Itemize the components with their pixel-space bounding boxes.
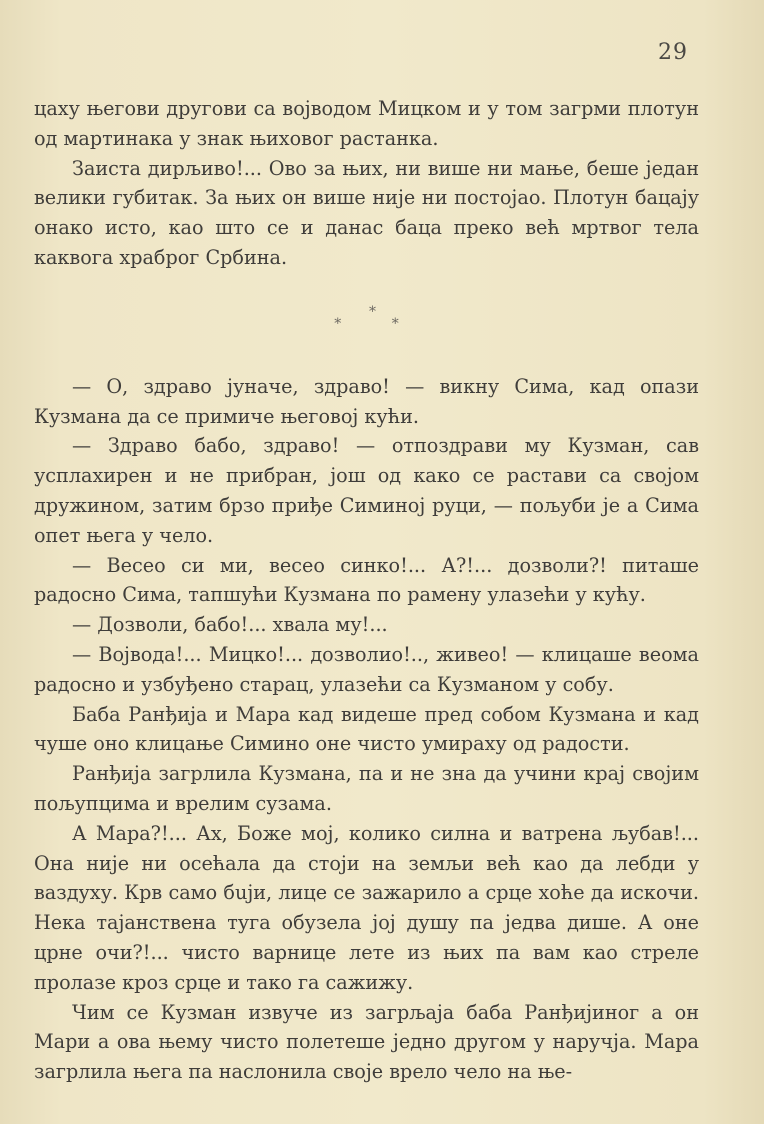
section-break-asterisk-right: * xyxy=(391,315,399,332)
paragraph-2: Заиста дирљиво!... Ово за њих, ни више ни мање, беше један велики губитак. За њих он више није ни постојао. Плотун бацају онако исто, као што се и данас баца преко већ мртвог тела каквога храброг Србина. xyxy=(34,156,699,269)
paragraph-5: — Весео си ми, весео синко!... А?!... дозволи?! питаше радосно Сима, тапшући Кузмана по рамену улазећи у кућу. xyxy=(34,553,699,607)
section-break-asterisk-top: * xyxy=(369,303,376,320)
page-body xyxy=(34,94,699,1087)
section-break xyxy=(34,303,699,332)
paragraph-9: Ранђија загрлила Кузмана, па и не зна да учини крај својим пољупцима и врелим сузама. xyxy=(34,762,699,815)
paragraph-8: Баба Ранђија и Мара кад видеше пред собом Кузмана и кад чуше оно клицање Симино оне чисто умираху од радости. xyxy=(34,702,699,756)
paragraph-1: цаху његови другови са војводом Мицком и у том загрми плотун од мартинака у знак њиховог растанка. xyxy=(34,97,699,150)
section-break-asterisk-left: * xyxy=(334,315,342,332)
paragraph-10: А Мара?!... Ах, Боже мој, колико силна и ватрена љубав!... Она није ни осећала да стоји на земљи већ као да лебди у ваздуху. Крв само бuји, лице се зажарило а срце хоће да искочи. Нека тајанствена туга обузела јој душу па једва дише. А оне црне очи?!... чисто варнице лете из њих па вам као стреле пролазе кроз срце и тако га сажижу. xyxy=(34,821,699,994)
paragraph-3: — О, здраво јуначе, здраво! — викну Сима, кад опази Кузмана да се примиче његовој кући. xyxy=(34,374,699,428)
section-break-asterisks-bottom xyxy=(34,315,699,332)
paragraph-7: — Војвода!... Мицко!... дозволио!.., живео! — клицаше веома радосно и узбуђено старац, улазећи са Кузманом у собу. xyxy=(34,642,699,696)
page-number: 29 xyxy=(658,40,688,65)
paragraph-4: — Здраво бабо, здраво! — отпоздрави му Кузман, сав усплахирен и не прибран, још од како се растави са својом дружином, затим брзо приђе Симиној руци, — пољуби је а Сима опет њега у чело. xyxy=(34,434,699,547)
paragraph-6: — Дозволи, бабо!... хвала му!... xyxy=(72,613,388,637)
paragraph-11: Чим се Кузман извуче из загрљаја баба Ранђијиног а он Мари а ова њему чисто полетеше једно другом у наручја. Мара загрлила њега па наслонила своје врело чело на ње- xyxy=(34,1000,699,1084)
